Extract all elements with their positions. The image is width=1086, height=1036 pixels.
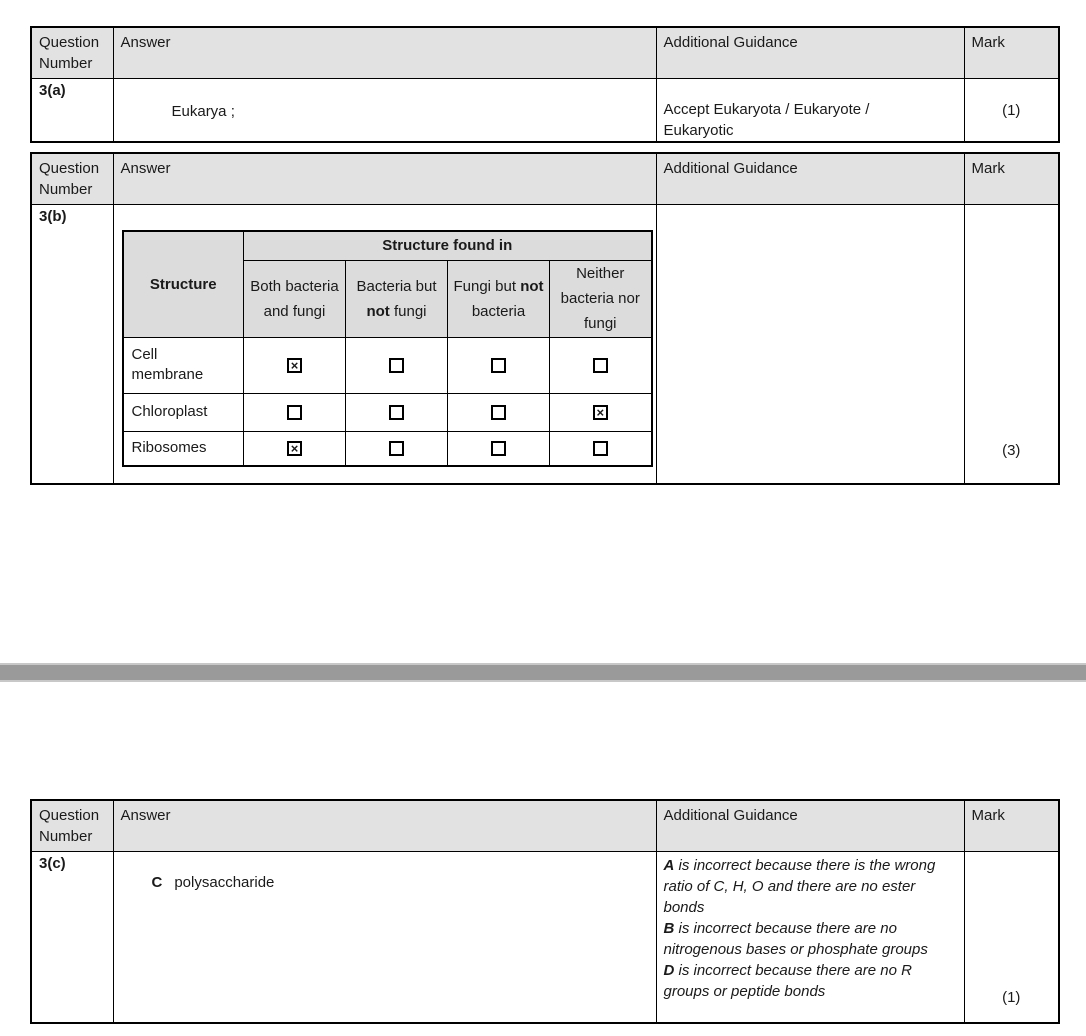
col-header-additional-guidance: Additional Guidance xyxy=(656,27,964,79)
mark-value-3c: (1) xyxy=(964,852,1059,1023)
col-header-mark: Mark xyxy=(964,800,1059,852)
guidance-cell-3b xyxy=(656,205,964,484)
mark-value-3b: (3) xyxy=(964,205,1059,484)
answer-option-letter: C xyxy=(151,874,163,891)
answer-text-3c: C polysaccharide xyxy=(151,874,275,891)
structure-found-in-table xyxy=(122,230,653,467)
row-label-ribosomes: Ribosomes xyxy=(131,439,207,457)
guidance-text-3a: Accept Eukaryota / Eukaryote / Eukaryotic xyxy=(663,101,870,139)
col-header-mark: Mark xyxy=(964,27,1059,79)
header-row xyxy=(31,27,1059,79)
table-row-ribosomes xyxy=(123,431,652,466)
mark-table-3c xyxy=(30,799,1060,1024)
structure-column-header: Structure xyxy=(123,231,244,337)
col-header-answer: Answer xyxy=(113,800,656,852)
mark-table-3a xyxy=(30,26,1060,143)
table-row-chloroplast xyxy=(123,393,652,431)
col-header-neither-bacteria-nor-fungi: Neither bacteria nor fungi xyxy=(550,260,652,337)
mark-table-3b xyxy=(30,152,1060,485)
checkbox-icon xyxy=(287,405,302,420)
col-header-answer: Answer xyxy=(113,27,656,79)
checkbox-icon xyxy=(593,441,608,456)
page-separator-bar xyxy=(0,663,1086,682)
checkbox-icon: × xyxy=(593,405,608,420)
structure-found-in-header: Structure found in xyxy=(244,231,652,260)
checkbox-icon xyxy=(491,441,506,456)
guidance-item-d: D is incorrect because there are no R groups or peptide bonds xyxy=(663,962,912,1000)
guidance-text-3c xyxy=(657,852,957,1005)
checkbox-icon: × xyxy=(287,358,302,373)
checkbox-icon xyxy=(389,441,404,456)
checkbox-icon xyxy=(389,405,404,420)
col-header-question-number: Question Number xyxy=(31,153,113,205)
guidance-item-a: A is incorrect because there is the wrong ratio of C, H, O and there are no ester bonds xyxy=(663,857,936,916)
checkbox-icon xyxy=(491,405,506,420)
mark-value-3a: (1) xyxy=(964,79,1059,143)
header-row xyxy=(31,800,1059,852)
checkbox-icon xyxy=(389,358,404,373)
answer-row-3b xyxy=(31,205,1059,484)
question-number-3c: 3(c) xyxy=(31,852,113,1023)
col-header-question-number: Question Number xyxy=(31,27,113,79)
checkbox-icon xyxy=(491,358,506,373)
col-header-both-bacteria-and-fungi: Both bacteria and fungi xyxy=(244,260,346,337)
col-header-fungi-but-not-bacteria: Fungi but not bacteria xyxy=(448,260,550,337)
col-header-additional-guidance: Additional Guidance xyxy=(656,800,964,852)
table-row-cell-membrane xyxy=(123,337,652,393)
question-number-3b: 3(b) xyxy=(31,205,113,484)
answer-row-3a xyxy=(31,79,1059,143)
answer-text-3a: Eukarya ; xyxy=(171,103,235,120)
col-header-additional-guidance: Additional Guidance xyxy=(656,153,964,205)
col-header-bacteria-but-not-fungi: Bacteria but not fungi xyxy=(346,260,448,337)
checkbox-icon xyxy=(593,358,608,373)
row-label-chloroplast: Chloroplast xyxy=(131,403,208,420)
header-row xyxy=(31,153,1059,205)
col-header-answer: Answer xyxy=(113,153,656,205)
question-number-3a: 3(a) xyxy=(31,79,113,143)
col-header-question-number: Question Number xyxy=(31,800,113,852)
row-label-cell-membrane: Cell membrane xyxy=(131,346,204,383)
guidance-item-b: B is incorrect because there are no nitrogenous bases or phosphate groups xyxy=(663,920,928,958)
answer-row-3c xyxy=(31,852,1059,1023)
checkbox-icon: × xyxy=(287,441,302,456)
col-header-mark: Mark xyxy=(964,153,1059,205)
